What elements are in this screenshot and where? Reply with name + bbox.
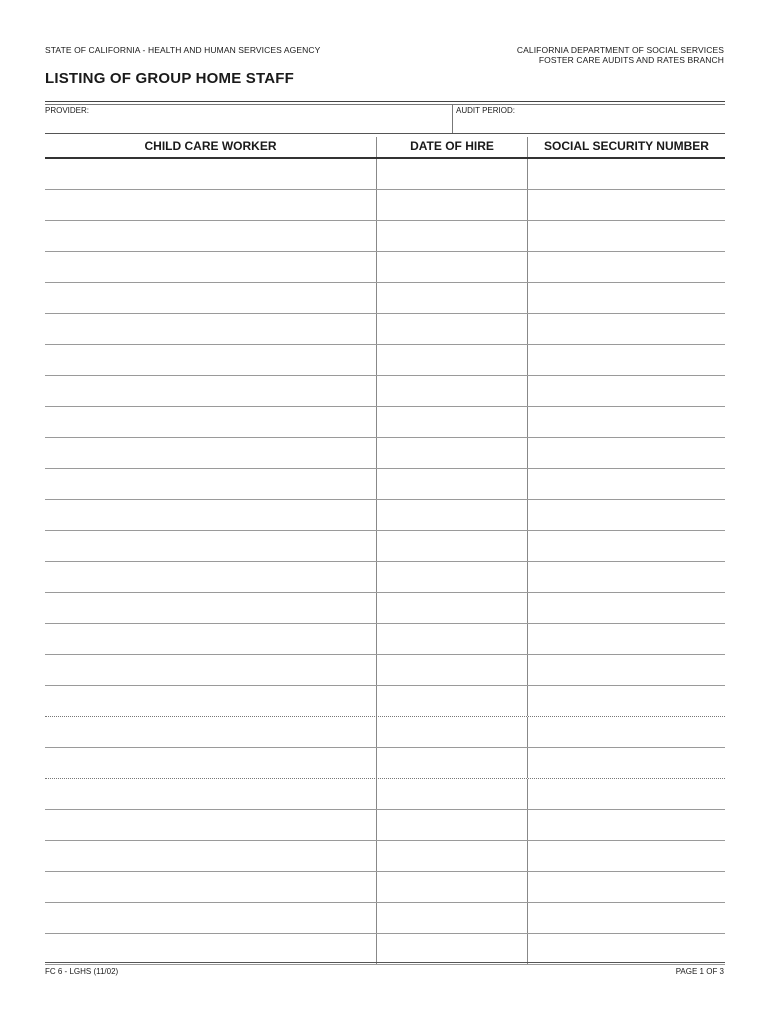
date-of-hire-cell[interactable] [376, 810, 527, 840]
table-row [45, 810, 725, 841]
ssn-cell[interactable] [527, 686, 725, 716]
footer-rule [45, 962, 725, 963]
ssn-cell[interactable] [527, 748, 725, 778]
child-care-worker-cell[interactable] [45, 717, 376, 747]
column-header-ssn: SOCIAL SECURITY NUMBER [527, 137, 725, 157]
ssn-cell[interactable] [527, 407, 725, 437]
child-care-worker-cell[interactable] [45, 376, 376, 406]
child-care-worker-cell[interactable] [45, 314, 376, 344]
child-care-worker-cell[interactable] [45, 438, 376, 468]
department-header [517, 45, 724, 65]
child-care-worker-cell[interactable] [45, 283, 376, 313]
department-line-2: FOSTER CARE AUDITS AND RATES BRANCH [538, 55, 724, 65]
ssn-cell[interactable] [527, 872, 725, 902]
top-rule-secondary [45, 104, 725, 105]
table-row [45, 903, 725, 934]
child-care-worker-cell[interactable] [45, 221, 376, 251]
child-care-worker-cell[interactable] [45, 748, 376, 778]
ssn-cell[interactable] [527, 283, 725, 313]
table-row [45, 655, 725, 686]
department-line-1: CALIFORNIA DEPARTMENT OF SOCIAL SERVICES [516, 45, 724, 55]
child-care-worker-cell[interactable] [45, 252, 376, 282]
ssn-cell[interactable] [527, 469, 725, 499]
table-top-rule [45, 133, 725, 134]
date-of-hire-cell[interactable] [376, 376, 527, 406]
ssn-cell[interactable] [527, 221, 725, 251]
table-header [45, 137, 725, 159]
ssn-cell[interactable] [527, 655, 725, 685]
table-row [45, 562, 725, 593]
table-row [45, 438, 725, 469]
child-care-worker-cell[interactable] [45, 903, 376, 933]
ssn-cell[interactable] [527, 159, 725, 189]
date-of-hire-cell[interactable] [376, 934, 527, 964]
table-row [45, 748, 725, 779]
date-of-hire-cell[interactable] [376, 159, 527, 189]
table-row [45, 624, 725, 655]
child-care-worker-cell[interactable] [45, 872, 376, 902]
table-row [45, 500, 725, 531]
child-care-worker-cell[interactable] [45, 934, 376, 964]
ssn-cell[interactable] [527, 345, 725, 375]
table-row [45, 469, 725, 500]
audit-period-label: AUDIT PERIOD: [456, 106, 515, 115]
date-of-hire-cell[interactable] [376, 190, 527, 220]
ssn-cell[interactable] [527, 500, 725, 530]
table-row [45, 593, 725, 624]
date-of-hire-cell[interactable] [376, 438, 527, 468]
table-row [45, 779, 725, 810]
ssn-cell[interactable] [527, 438, 725, 468]
table-row [45, 407, 725, 438]
child-care-worker-cell[interactable] [45, 841, 376, 871]
table-row [45, 221, 725, 252]
date-of-hire-cell[interactable] [376, 779, 527, 809]
date-of-hire-cell[interactable] [376, 531, 527, 561]
child-care-worker-cell[interactable] [45, 624, 376, 654]
child-care-worker-cell[interactable] [45, 655, 376, 685]
date-of-hire-cell[interactable] [376, 872, 527, 902]
table-row [45, 841, 725, 872]
ssn-cell[interactable] [527, 314, 725, 344]
ssn-cell[interactable] [527, 531, 725, 561]
form-id: FC 6 - LGHS (11/02) [45, 967, 119, 976]
ssn-cell[interactable] [527, 593, 725, 623]
table-row [45, 283, 725, 314]
form-title: LISTING OF GROUP HOME STAFF [45, 70, 295, 87]
child-care-worker-cell[interactable] [45, 562, 376, 592]
date-of-hire-cell[interactable] [376, 903, 527, 933]
ssn-cell[interactable] [527, 717, 725, 747]
date-of-hire-cell[interactable] [376, 221, 527, 251]
table-row [45, 314, 725, 345]
table-row [45, 872, 725, 903]
table-row [45, 345, 725, 376]
date-of-hire-cell[interactable] [376, 624, 527, 654]
table-row [45, 934, 725, 965]
date-of-hire-cell[interactable] [376, 841, 527, 871]
ssn-cell[interactable] [527, 252, 725, 282]
date-of-hire-cell[interactable] [376, 500, 527, 530]
top-rule [45, 101, 725, 102]
column-header-date-of-hire: DATE OF HIRE [376, 137, 527, 157]
agency-header: STATE OF CALIFORNIA - HEALTH AND HUMAN SERVICES AGENCY [45, 45, 321, 55]
page-indicator: PAGE 1 OF 3 [675, 967, 724, 976]
ssn-cell[interactable] [527, 903, 725, 933]
ssn-cell[interactable] [527, 562, 725, 592]
child-care-worker-cell[interactable] [45, 500, 376, 530]
table-row [45, 252, 725, 283]
ssn-cell[interactable] [527, 624, 725, 654]
child-care-worker-cell[interactable] [45, 531, 376, 561]
date-of-hire-cell[interactable] [376, 717, 527, 747]
date-of-hire-cell[interactable] [376, 252, 527, 282]
date-of-hire-cell[interactable] [376, 407, 527, 437]
date-of-hire-cell[interactable] [376, 469, 527, 499]
ssn-cell[interactable] [527, 376, 725, 406]
date-of-hire-cell[interactable] [376, 283, 527, 313]
table-row [45, 376, 725, 407]
audit-period-divider [452, 104, 453, 133]
date-of-hire-cell[interactable] [376, 748, 527, 778]
table-row [45, 531, 725, 562]
date-of-hire-cell[interactable] [376, 562, 527, 592]
child-care-worker-cell[interactable] [45, 686, 376, 716]
child-care-worker-cell[interactable] [45, 593, 376, 623]
ssn-cell[interactable] [527, 190, 725, 220]
ssn-cell[interactable] [527, 841, 725, 871]
table-row [45, 717, 725, 748]
ssn-cell[interactable] [527, 779, 725, 809]
table-body [45, 159, 725, 965]
child-care-worker-cell[interactable] [45, 779, 376, 809]
date-of-hire-cell[interactable] [376, 345, 527, 375]
child-care-worker-cell[interactable] [45, 469, 376, 499]
child-care-worker-cell[interactable] [45, 159, 376, 189]
child-care-worker-cell[interactable] [45, 810, 376, 840]
column-header-child-care-worker: CHILD CARE WORKER [144, 139, 277, 153]
table-row [45, 686, 725, 717]
date-of-hire-cell[interactable] [376, 593, 527, 623]
staff-table [45, 137, 725, 965]
date-of-hire-cell[interactable] [376, 314, 527, 344]
table-row [45, 190, 725, 221]
child-care-worker-cell[interactable] [45, 190, 376, 220]
ssn-cell[interactable] [527, 934, 725, 964]
date-of-hire-cell[interactable] [376, 655, 527, 685]
table-row [45, 159, 725, 190]
child-care-worker-cell[interactable] [45, 345, 376, 375]
date-of-hire-cell[interactable] [376, 686, 527, 716]
child-care-worker-cell[interactable] [45, 407, 376, 437]
ssn-cell[interactable] [527, 810, 725, 840]
provider-label: PROVIDER: [45, 106, 90, 115]
